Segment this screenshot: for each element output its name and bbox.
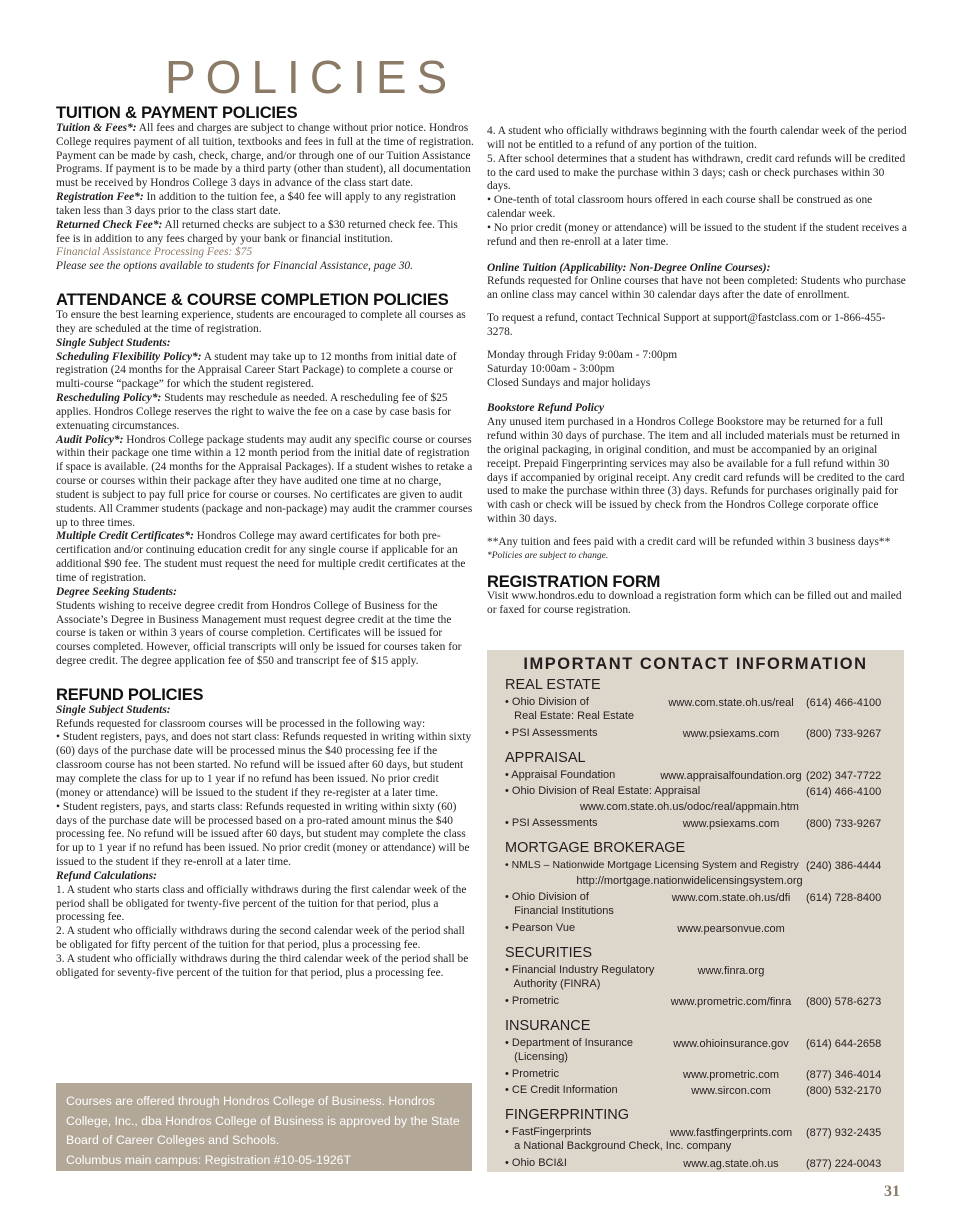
contact-name: • Appraisal Foundation bbox=[505, 769, 616, 781]
refund-calc-4: 4. A student who officially withdraws beginning with the fourth calendar week of the period will not be entitled to a refund of any portion of the tuition. bbox=[487, 125, 907, 151]
refund-calc-3: 3. A student who officially withdraws during the third calendar week of the period shall be obligated for seventy-five percent of the tuition for that period, plus a processing fee. bbox=[56, 952, 469, 979]
returned-check-label: Returned Check Fee*: bbox=[56, 218, 163, 231]
degree-heading: Degree Seeking Students: bbox=[56, 585, 177, 598]
category-insurance: INSURANCE bbox=[505, 1018, 591, 1034]
refund-calc-1: 1. A student who starts class and officially withdraws during the first calendar week of the period shall be obligated for twenty-five percent of the tuition for that period, plus a processing fee. bbox=[56, 883, 467, 924]
hours-closed: Closed Sundays and major holidays bbox=[487, 376, 651, 389]
hours-saturday: Saturday 10:00am - 3:00pm bbox=[487, 362, 615, 375]
contact-row bbox=[505, 1156, 904, 1172]
contact-name: • Financial Industry Regulatory Authority (FINRA) bbox=[505, 964, 655, 990]
registration-heading: REGISTRATION FORM bbox=[487, 572, 661, 591]
contact-name: • Pearson Vue bbox=[505, 922, 576, 934]
hours-weekday: Monday through Friday 9:00am - 7:00pm bbox=[487, 348, 678, 361]
notice-line: Columbus main campus: Registration #10-05-1926T bbox=[66, 1152, 352, 1167]
contact-name: • CE Credit Information bbox=[505, 1084, 618, 1096]
refund-heading: REFUND POLICIES bbox=[56, 685, 204, 704]
refund-bullet-2: • Student registers, pays, and starts class: Refunds requested in writing within sixty (60) days of the purchase date will be processed based on a pro-rated amount minus the $40 processing fee. No refund will be issued after 60 days, but student may complete the class for up to 1 year if no refund has been issued. No prior credit (money or attendance) will be issued to the student if they re-enroll at a later time. bbox=[56, 800, 470, 869]
contact-url: www.ag.state.oh.us bbox=[683, 1158, 779, 1170]
contact-url: www.pearsonvue.com bbox=[677, 923, 785, 935]
contact-phone: (877) 932-2435 bbox=[806, 1127, 882, 1139]
contact-url: www.appraisalfoundation.org bbox=[660, 770, 802, 782]
scheduling-paragraph bbox=[56, 351, 474, 393]
tuition-fees-text: All fees and charges are subject to change without prior notice. Hondros College requires payment of all tuition, textbooks and fees in full at the time of registration. Payment can be made by cash, check, charge, and/or through one of our Tuition Assistance Programs. If payment is to be made by a third party (other than student), all documentation must be received by Hondros College 3 days in advance of the class start date. bbox=[56, 121, 474, 190]
financial-assistance-note: Please see the options available to students for Financial Assistance, page 30. bbox=[56, 260, 413, 273]
tuition-fees-label: Tuition & Fees*: bbox=[56, 121, 137, 134]
contact-name: • NMLS – Nationwide Mortgage Licensing System and Registry bbox=[505, 859, 799, 871]
multi-credit-paragraph bbox=[56, 530, 474, 585]
degree-text: Students wishing to receive degree credit from Hondros College of Business for the Associate’s Degree in Business Management must request degree credit at the time the course is taken or within 3 years of course completion. Certificates will be issued for courses completed. However, official transcripts will only be issued for courses taken for degree credit. The degree application fee of $50 and transcript fee of $15 apply. bbox=[56, 599, 462, 668]
contact-phone: (800) 578-6273 bbox=[806, 996, 882, 1008]
contact-url: www.prometric.com bbox=[683, 1069, 779, 1081]
contact-row bbox=[505, 921, 904, 937]
contact-name: • Ohio Division of Financial Institutions bbox=[505, 891, 614, 917]
refund-intro: Refunds requested for classroom courses will be processed in the following way: bbox=[56, 717, 426, 730]
right-column bbox=[487, 125, 907, 618]
contact-row bbox=[505, 695, 904, 726]
policies-change-note: *Policies are subject to change. bbox=[487, 550, 609, 561]
category-fingerprinting: FINGERPRINTING bbox=[505, 1107, 630, 1123]
contact-info-box bbox=[487, 650, 904, 1172]
contact-phone: (614) 728-8400 bbox=[806, 892, 882, 904]
returned-check-paragraph bbox=[56, 219, 474, 247]
rescheduling-text: Students may reschedule as needed. A rescheduling fee of $25 applies. Hondros College reserves the right to waive the fee on a case by case basis for extenuating circumstances. bbox=[56, 392, 452, 432]
online-text: Refunds requested for Online courses that have not been completed: Students who purchase an online class may cancel within 30 calendar days after the date of enrollment. bbox=[487, 275, 906, 302]
notice-line: College, Inc., dba Hondros College of Business is approved by the State bbox=[66, 1113, 460, 1128]
refund-note-2: • No prior credit (money or attendance) will be issued to the student if the student receives a refund and then re-enroll at a later time. bbox=[487, 221, 907, 248]
contact-row bbox=[505, 858, 904, 890]
page-number: 31 bbox=[884, 1183, 900, 1200]
contact-phone: (877) 224-0043 bbox=[806, 1158, 882, 1170]
contact-name: • Ohio BCI&I bbox=[505, 1157, 567, 1169]
contact-url: www.fastfingerprints.com bbox=[669, 1127, 793, 1139]
contact-url: www.prometric.com/finra bbox=[670, 996, 792, 1008]
contact-name: • FastFingerprints a National Background Check, Inc. company bbox=[505, 1126, 732, 1152]
contact-phone: (800) 733-9267 bbox=[806, 818, 882, 830]
contact-row bbox=[505, 1067, 904, 1083]
notice-line: Board of Career Colleges and Schools. bbox=[66, 1133, 280, 1147]
contact-phone: (800) 532-2170 bbox=[806, 1085, 882, 1097]
tuition-heading: TUITION & PAYMENT POLICIES bbox=[56, 104, 298, 122]
online-contact: To request a refund, contact Technical Support at support@fastclass.com or 1-866-455-3278. bbox=[487, 312, 886, 338]
contact-row bbox=[505, 963, 904, 994]
registration-text: Visit www.hondros.edu to download a registration form which can be filled out and mailed or faxed for course registration. bbox=[487, 590, 902, 617]
contact-phone: (614) 466-4100 bbox=[806, 786, 882, 798]
contact-url: www.ohioinsurance.gov bbox=[673, 1038, 789, 1050]
contact-row bbox=[505, 890, 904, 921]
contact-row bbox=[505, 726, 904, 742]
contact-row bbox=[505, 1125, 904, 1156]
contact-name: • Department of Insurance (Licensing) bbox=[505, 1037, 633, 1063]
contact-name: • PSI Assessments bbox=[505, 817, 598, 829]
category-mortgage: MORTGAGE BROKERAGE bbox=[505, 840, 686, 856]
attendance-heading: ATTENDANCE & COURSE COMPLETION POLICIES bbox=[56, 291, 449, 310]
contact-row bbox=[505, 816, 904, 832]
contact-name: • Ohio Division of Real Estate: Appraisal bbox=[505, 785, 701, 797]
contact-url: www.com.state.oh.us/dfi bbox=[671, 892, 791, 904]
audit-text: Hondros College package students may audit any specific course or courses within their package one time within a 12 month period from the initial date of registration if space is available. (24 months for the Appraisal Packages). If a student wishes to retake a course or courses within their package after they have audited one time at no charge, student is subject to pay full price for course or courses. No certificates are given to audit students. All Crammer students (package and non-package) may audit the crammer courses up to three times. bbox=[56, 433, 473, 529]
notice-line: Courses are offered through Hondros College of Business. Hondros bbox=[66, 1094, 435, 1108]
tuition-fees-paragraph bbox=[56, 122, 474, 191]
contact-url: www.psiexams.com bbox=[682, 728, 780, 740]
contact-name: • PSI Assessments bbox=[505, 727, 598, 739]
audit-label: Audit Policy*: bbox=[56, 433, 124, 446]
contact-info-title: IMPORTANT CONTACT INFORMATION bbox=[523, 655, 868, 673]
category-appraisal: APPRAISAL bbox=[505, 750, 586, 766]
contact-row bbox=[505, 768, 904, 784]
registration-fee-label: Registration Fee*: bbox=[56, 191, 144, 204]
multi-credit-text: Hondros College may award certificates for both pre-certification and/or continuing education credit for any single course if applicable for an additional $90 fee. The student must request the need for multiple credit certificates at the time of registration. bbox=[56, 530, 466, 584]
audit-paragraph bbox=[56, 434, 474, 531]
financial-assistance-fee: Financial Assistance Processing Fees: $75 bbox=[56, 246, 253, 259]
contact-row bbox=[505, 784, 904, 816]
contact-url: www.com.state.oh.us/odoc/real/appmain.htm bbox=[580, 801, 799, 813]
online-heading: Online Tuition (Applicability: Non-Degree Online Courses): bbox=[487, 261, 771, 274]
refund-calc-5: 5. After school determines that a student has withdrawn, credit card refunds will be credited to the card used to make the purchase within 3 days; cash or check purchases within 30 days. bbox=[487, 152, 906, 193]
refund-note-1: • One-tenth of total classroom hours offered in each course shall be construed as one calendar week. bbox=[487, 194, 873, 221]
contact-row bbox=[505, 994, 904, 1010]
scheduling-text: A student may take up to 12 months from initial date of registration (24 months for the Appraisal Career Start Package) to complete a course or multi-course “package” for which the student registered. bbox=[56, 350, 457, 391]
contact-name: • Prometric bbox=[505, 995, 559, 1007]
contact-url: www.psiexams.com bbox=[682, 818, 780, 830]
rescheduling-label: Rescheduling Policy*: bbox=[56, 392, 162, 405]
accreditation-notice bbox=[56, 1083, 472, 1171]
contact-phone: (240) 386-4444 bbox=[806, 860, 882, 872]
refund-single-heading: Single Subject Students: bbox=[56, 703, 171, 716]
refund-bullet-1: • Student registers, pays, and does not start class: Refunds requested in writing within sixty (60) days of the purchase date will be processed minus the $40 processing fee if the classroom course has not been started. No refund will be issued after 60 days, but student may complete the class for up to 1 year if no refund has been issued. No prior credit (money or attendance) will be issued to the student if they re-register at a later time. bbox=[56, 731, 472, 799]
returned-check-text: All returned checks are subject to a $30 returned check fee. This fee is in addition to any fees charged by your bank or financial institution. bbox=[56, 218, 458, 245]
contact-phone: (614) 466-4100 bbox=[806, 697, 882, 709]
category-securities: SECURITIES bbox=[505, 945, 593, 961]
contact-phone: (800) 733-9267 bbox=[806, 728, 882, 740]
contact-name: • Ohio Division of Real Estate: Real Estate bbox=[505, 696, 635, 722]
refund-calc-heading: Refund Calculations: bbox=[56, 869, 157, 882]
bookstore-heading: Bookstore Refund Policy bbox=[487, 402, 605, 415]
contact-url: www.com.state.oh.us/real bbox=[668, 697, 794, 709]
contact-url: www.finra.org bbox=[697, 965, 765, 977]
rescheduling-paragraph bbox=[56, 392, 474, 434]
bookstore-text: Any unused item purchased in a Hondros College Bookstore may be returned for a full refund within 30 days of purchase. The item and all included materials must be returned in the original packaging, in original condition, and must be accompanied by an original receipt. Prepaid Fingerprinting services may also be available for a full refund within 30 days if accompanied by original receipt. Any credit card refunds will be credited to the card used to make the purchase within three (3) days. Refunds for purchases originally paid for with cash or check will be issued by check from the Hondros College corporate office within 30 days. bbox=[487, 416, 905, 526]
category-real-estate: REAL ESTATE bbox=[505, 677, 601, 693]
scheduling-label: Scheduling Flexibility Policy*: bbox=[56, 350, 202, 363]
refund-calc-2: 2. A student who officially withdraws during the second calendar week of the period shall be obligated for fifty percent of the tuition for that period, plus a processing fee. bbox=[56, 925, 465, 952]
contact-phone: (614) 644-2658 bbox=[806, 1038, 882, 1050]
contact-row bbox=[505, 1083, 904, 1099]
contact-url: www.sircon.com bbox=[691, 1085, 771, 1097]
attendance-single-heading: Single Subject Students: bbox=[56, 336, 171, 349]
multi-credit-label: Multiple Credit Certificates*: bbox=[56, 530, 194, 543]
left-column bbox=[56, 104, 474, 981]
attendance-intro: To ensure the best learning experience, students are encouraged to complete all courses as they are scheduled at the time of registration. bbox=[56, 308, 466, 335]
registration-fee-text: In addition to the tuition fee, a $40 fee will apply to any registration taken less than 3 days prior to the class start date. bbox=[56, 191, 456, 217]
contact-phone: (877) 346-4014 bbox=[806, 1069, 882, 1081]
contact-name: • Prometric bbox=[505, 1068, 559, 1080]
registration-fee-paragraph bbox=[56, 191, 474, 219]
page-title: POLICIES bbox=[165, 51, 458, 103]
contact-row bbox=[505, 1036, 904, 1067]
credit-card-note: **Any tuition and fees paid with a credit card will be refunded within 3 business days** bbox=[487, 535, 891, 548]
contact-phone: (202) 347-7722 bbox=[806, 770, 882, 782]
contact-url: http://mortgage.nationwidelicensingsystem.org bbox=[576, 875, 803, 887]
